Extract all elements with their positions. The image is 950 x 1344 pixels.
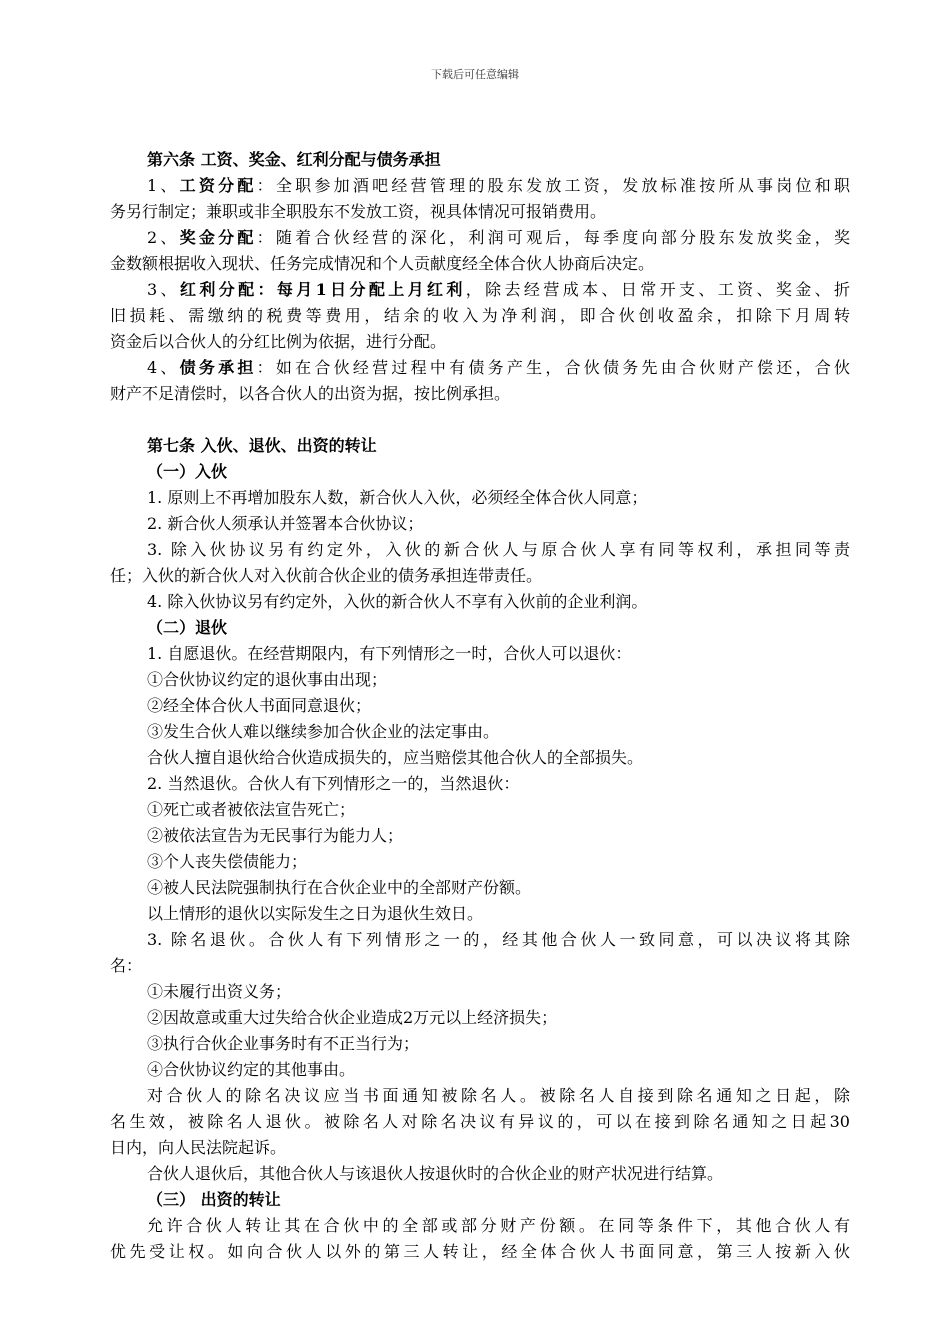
article-6-item-3-cont2: 资金后以合伙人的分红比例为依据，进行分配。 [110,332,447,351]
quit-item: ②经全体合伙人书面同意退伙； [147,696,372,715]
quit-item: 合伙人擅自退伙给合伙造成损失的，应当赔偿其他合伙人的全部损失。 [147,748,644,767]
quit-item: 1. 自愿退伙。在经营期限内，有下列情形之一时，合伙人可以退伙： [147,644,632,663]
article-6-item-4-cont: 财产不足清偿时，以各合伙人的出资为据，按比例承担。 [110,384,511,403]
spacer [110,407,850,433]
join-item: 4. 除入伙协议另有约定外，入伙的新合伙人不享有入伙前的企业利润。 [147,592,648,611]
quit-item: 3. 除名退伙。合伙人有下列情形之一的，经其他合伙人一致同意，可以决议将其除 [147,930,850,949]
article-7-title: 第七条 入伙、退伙、出资的转让 [147,436,377,455]
article-6-item-2: 2、奖金分配：随着合伙经营的深化，利润可观后，每季度向部分股东发放奖金，奖 [147,228,850,247]
article-6-item-4: 4、债务承担：如在合伙经营过程中有债务产生，合伙债务先由合伙财产偿还，合伙 [147,358,850,377]
section-join-title: （一）入伙 [147,462,228,481]
section-transfer-title: （三） 出资的转让 [147,1190,281,1209]
page-header: 下载后可任意编辑 [431,68,519,81]
quit-item: ④被人民法院强制执行在合伙企业中的全部财产份额。 [147,878,532,897]
quit-item: ③发生合伙人难以继续参加合伙企业的法定事由。 [147,722,500,741]
join-item: 3. 除入伙协议另有约定外，入伙的新合伙人与原合伙人享有同等权利，承担同等责 [147,540,850,559]
quit-item: 合伙人退伙后，其他合伙人与该退伙人按退伙时的合伙企业的财产状况进行结算。 [147,1164,724,1183]
article-6-item-1-cont: 务另行制定；兼职或非全职股东不发放工资，视具体情况可报销费用。 [110,202,607,221]
quit-item: ②因故意或重大过失给合伙企业造成2万元以上经济损失； [147,1008,558,1027]
join-item: 1. 原则上不再增加股东人数，新合伙人入伙，必须经全体合伙人同意； [147,488,648,507]
article-6-item-2-cont: 金数额根据收入现状、任务完成情况和个人贡献度经全体合伙人协商后决定。 [110,254,655,273]
quit-item: ①死亡或者被依法宣告死亡； [147,800,356,819]
transfer-text: 允许合伙人转让其在合伙中的全部或部分财产份额。在同等条件下，其他合伙人有 [147,1216,850,1235]
quit-item: ①未履行出资义务； [147,982,292,1001]
article-6-item-3-cont: 旧损耗、需缴纳的税费等费用，结余的收入为净利润，即合伙创收盈余，扣除下月周转 [110,306,850,325]
join-item: 2. 新合伙人须承认并签署本合伙协议； [147,514,424,533]
join-item-cont: 任；入伙的新合伙人对入伙前合伙企业的债务承担连带责任。 [110,566,543,585]
quit-item: ④合伙协议约定的其他事由。 [147,1060,356,1079]
quit-item: ①合伙协议约定的退伙事由出现； [147,670,388,689]
document-body [110,147,850,1265]
article-6-item-1: 1、工资分配：全职参加酒吧经营管理的股东发放工资，发放标准按所从事岗位和职 [147,176,850,195]
article-6-title: 第六条 工资、奖金、红利分配与债务承担 [147,150,441,169]
quit-item-cont: 日内，向人民法院起诉。 [110,1138,287,1157]
transfer-text-cont: 优先受让权。如向合伙人以外的第三人转让，经全体合伙人书面同意，第三人按新入伙 [110,1242,850,1261]
section-quit-title: （二）退伙 [147,618,228,637]
article-6-item-3: 3、红利分配：每月1日分配上月红利，除去经营成本、日常开支、工资、奖金、折 [147,280,850,299]
quit-item: ③执行合伙企业事务时有不正当行为； [147,1034,420,1053]
quit-item: 对合伙人的除名决议应当书面通知被除名人。被除名人自接到除名通知之日起，除 [147,1086,850,1105]
quit-item-cont: 名生效，被除名人退伙。被除名人对除名决议有异议的，可以在接到除名通知之日起30 [110,1112,850,1131]
quit-item: ②被依法宣告为无民事行为能力人； [147,826,404,845]
quit-item: ③个人丧失偿债能力； [147,852,308,871]
quit-item: 2. 当然退伙。合伙人有下列情形之一的，当然退伙： [147,774,520,793]
quit-item: 以上情形的退伙以实际发生之日为退伙生效日。 [147,904,484,923]
quit-item-cont: 名： [110,956,143,975]
